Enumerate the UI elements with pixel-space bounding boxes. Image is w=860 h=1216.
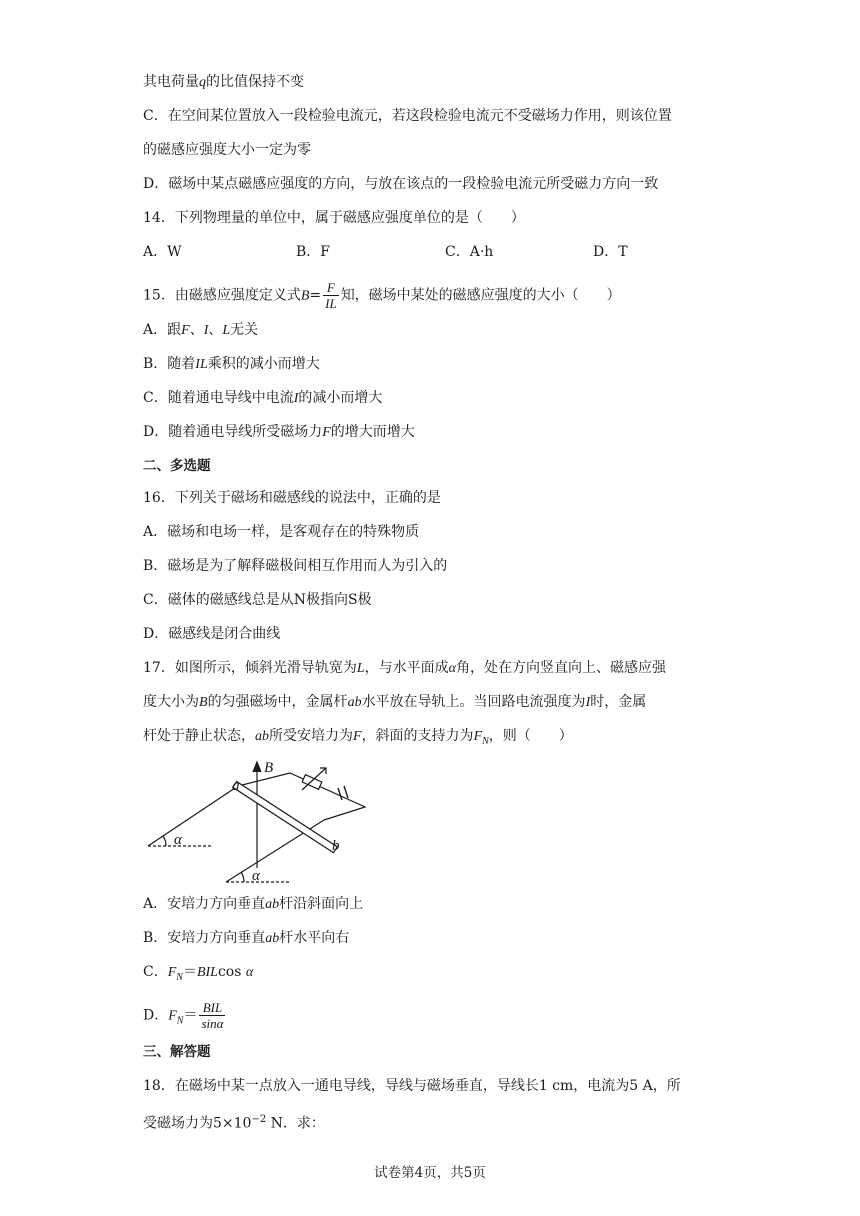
q17-line2-mid: 的匀强磁场中，金属杆 [207, 694, 348, 710]
q17-option-d-n-sub: N [176, 1015, 184, 1027]
q15-formula-numerator: F [323, 280, 339, 296]
q15-option-a-i: I [203, 323, 209, 338]
q18-stem-line1: 18．在磁场中某一点放入一通电导线，导线与磁场垂直，导线长1 cm，电流为5 A，所 [143, 1078, 681, 1094]
q17-line3-fn: F [473, 729, 483, 744]
q17-line2-text: 度大小为 [143, 694, 199, 710]
section-multiple-choice: 二、多选题 [143, 458, 211, 474]
incline-rail-diagram [140, 756, 380, 886]
q17-option-d-f: F [168, 1008, 177, 1024]
q17-option-b-text: B．安培力方向垂直 [143, 930, 266, 946]
q17-line3-ab: ab [255, 729, 269, 744]
q15-option-b-end: 乘积的减小而增大 [207, 356, 320, 372]
q17-stem-line2 [143, 692, 646, 713]
q15-stem-end: 知，磁场中某处的磁感应强度的大小（ ） [340, 287, 621, 304]
q17-line3-text: 杆处于静止状态， [143, 728, 255, 744]
q17-option-a-ab: ab [265, 897, 280, 912]
section-answer-questions: 三、解答题 [143, 1044, 211, 1060]
q15-option-c-text: C．随着通电导线中电流 [143, 390, 294, 406]
q17-figure [140, 756, 380, 886]
q15-option-b [143, 354, 320, 375]
q17-line2-end: 时，金属 [590, 694, 647, 710]
q17-option-d [143, 1000, 227, 1031]
q17-option-d-numerator: BIL [199, 1000, 225, 1016]
q14-option-c: C．A·h [445, 244, 494, 260]
q17-line2-mid2: 水平放在导轨上。当回路电流强度为 [361, 694, 586, 710]
b-field-arrowhead [253, 762, 261, 772]
q17-option-b-end: 杆水平向右 [279, 930, 350, 946]
q17-line3-mid2: ，斜面的支持力为 [361, 728, 474, 744]
q16-option-c: C．磁体的磁感线总是从N极指向S极 [143, 592, 372, 608]
q17-ab-symbol: ab [347, 695, 362, 710]
q17-option-c-cos: cos [217, 964, 242, 980]
label-alpha-upper: α [174, 832, 182, 848]
q17-alpha-symbol: α [448, 661, 456, 676]
battery-plate-2 [344, 786, 348, 798]
q15-option-a-l: L [222, 323, 231, 338]
q17-option-c-label: C． [143, 964, 168, 980]
q15-formula-lhs: B [300, 288, 310, 304]
q17-option-c-expr: BIL [196, 965, 218, 980]
q17-i-symbol: I [585, 695, 591, 710]
q15-option-d-text: D．随着通电导线所受磁场力 [143, 424, 323, 440]
q14-stem: 14．下列物理量的单位中，属于磁感应强度单位的是（ ） [143, 210, 525, 226]
upper-rail-line [148, 786, 238, 846]
q14-option-b: B．F [296, 244, 331, 260]
q17-line1-end: 角，处在方向竖直向上、磁感应强 [455, 660, 666, 676]
q17-stem-line3 [143, 726, 573, 752]
q15-option-a-sep1: 、 [189, 322, 204, 338]
q18-line2-end: N．求： [266, 1115, 325, 1132]
q15-formula-fraction [323, 280, 339, 311]
page-footer: 试卷第4页，共5页 [374, 1165, 486, 1181]
q17-option-b [143, 928, 349, 949]
q15-stem-start: 15．由磁感应强度定义式 [143, 287, 301, 304]
q17-line3-fn-sub: N [482, 735, 489, 747]
q13-option-d: D．磁场中某点磁感应强度的方向，与放在该点的一段检验电流元所受磁力方向一致 [143, 176, 659, 192]
q18-line2-text: 受磁场力为5×10 [143, 1115, 252, 1132]
q15-option-a-text: A．跟 [143, 322, 182, 338]
q17-line3-mid: 所受安培力为 [269, 728, 353, 744]
label-a: a [232, 778, 240, 794]
q13-tail-text-end: 的比值保持不变 [206, 74, 304, 90]
q18-stem-line2 [143, 1110, 325, 1134]
q17-l-symbol: L [356, 661, 365, 676]
q16-option-b: B．磁场是为了解释磁极间相互作用而人为引入的 [143, 558, 448, 574]
q13-tail-line [143, 72, 304, 93]
alpha-arc-lower [241, 872, 244, 882]
q17-option-c-f: F [167, 965, 177, 980]
q17-option-a-text: A．安培力方向垂直 [143, 896, 266, 912]
q15-option-c [143, 388, 382, 409]
q16-option-a: A．磁场和电场一样，是客观存在的特殊物质 [143, 524, 420, 540]
q13-option-c-line2: 的磁感应强度大小一定为零 [143, 142, 311, 158]
q15-option-a-f: F [181, 323, 190, 338]
q16-option-d: D．磁感线是闭合曲线 [143, 626, 281, 642]
q14-option-a: A．W [143, 244, 182, 260]
q17-option-d-fraction [199, 1000, 225, 1031]
q17-stem-line1 [143, 658, 666, 679]
q15-option-d-f: F [322, 425, 331, 440]
q15-stem [143, 280, 621, 311]
q15-option-c-i: I [293, 391, 299, 406]
q17-option-c [143, 962, 253, 988]
q18-exponent: −2 [251, 1114, 267, 1125]
alpha-arc-upper [163, 836, 166, 846]
q13-tail-text: 其电荷量 [143, 74, 199, 90]
q15-formula-denominator: IL [325, 296, 337, 311]
q15-option-c-end: 的减小而增大 [298, 390, 383, 406]
q15-formula-eq: = [309, 287, 322, 304]
label-b-field: B [264, 760, 274, 776]
battery-plate-1 [338, 788, 342, 800]
q17-line1-text: 17．如图所示，倾斜光滑导轨宽为 [143, 660, 357, 676]
q15-option-d [143, 422, 415, 443]
q17-option-b-ab: ab [265, 931, 280, 946]
metal-rod-ab [233, 781, 337, 852]
q15-option-b-text: B．随着 [143, 356, 196, 372]
q14-option-d: D．T [593, 244, 628, 260]
q17-option-c-alpha: α [245, 965, 254, 980]
q17-option-c-n-sub: N [176, 971, 183, 983]
q13-option-c-line1: C．在空间某位置放入一段检验电流元，若这段检验电流元不受磁场力作用，则该位置 [143, 108, 672, 124]
q17-option-a [143, 894, 363, 915]
q17-option-a-end: 杆沿斜面向上 [279, 896, 364, 912]
q17-line3-end: ，则（ ） [488, 728, 573, 744]
q16-stem: 16．下列关于磁场和磁感线的说法中，正确的是 [143, 490, 441, 506]
q15-option-a-sep2: 、 [208, 322, 223, 338]
q13-q-symbol: q [199, 75, 206, 90]
q17-option-d-eq: ＝ [183, 1007, 198, 1024]
q15-option-d-end: 的增大而增大 [330, 424, 415, 440]
q17-option-d-denominator: sinα [201, 1016, 224, 1031]
q15-option-a [143, 320, 258, 341]
q17-line3-f: F [353, 729, 362, 744]
label-alpha-lower: α [252, 868, 260, 884]
q17-option-c-eq: ＝ [182, 964, 197, 980]
q17-option-d-label: D． [143, 1007, 169, 1024]
q17-b-symbol: B [199, 695, 208, 710]
q15-option-b-il: IL [195, 357, 208, 372]
q15-option-a-end: 无关 [230, 322, 259, 338]
label-b: b [332, 838, 340, 854]
q17-line1-mid: ，与水平面成 [364, 660, 449, 676]
